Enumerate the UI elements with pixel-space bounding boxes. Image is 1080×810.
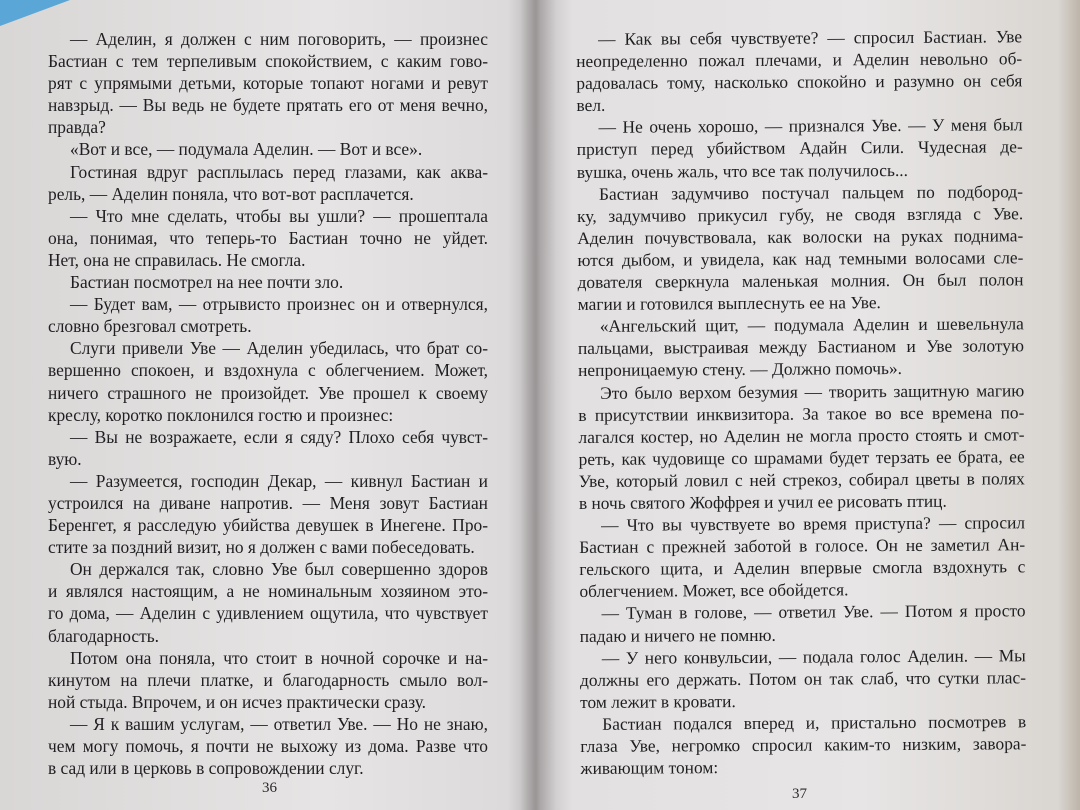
text-line: в сад или в церковь в сопровождении слуг. [48, 758, 364, 779]
left-page-number: 36 [262, 780, 277, 796]
text-line: ку, задумчиво прикусил губу, не сводя взгляда с Уве. [577, 203, 1024, 226]
text-line: том лежит в кровати. [580, 690, 736, 712]
text-line: вушка, очень жаль, что все так получилось... [576, 159, 909, 182]
text-line: реть, как чудовище со шрамами будет терзать ее брата, ее [578, 446, 1025, 469]
right-page-text [576, 25, 1027, 779]
text-line: благодарность. [48, 625, 160, 646]
text-line: падаю и ничего не помню. [579, 624, 776, 646]
text-line: креслу, коротко поклонился гостю и произнес: [48, 404, 394, 425]
text-line: Бастиан подался вперед и, пристально посмотрев в [602, 711, 1027, 734]
text-line: Нет, она не справилась. Не смогла. [48, 249, 306, 270]
text-line: в ночь святого Жоффрея и учил ее рисовать птиц. [578, 490, 947, 513]
text-line: чем могу помочь, я почти не выхожу из дома. Разве что [48, 736, 488, 756]
text-line: «Ангельский щит, — подумала Аделин и шевельнула [599, 313, 1024, 337]
text-line: Слуги привели Уве — Аделин убедилась, что брат со- [70, 338, 488, 359]
text-line: — Туман в голове, — ответил Уве. — Потом я просто [601, 600, 1026, 624]
text-line: ной стыда. Впрочем, и он исчез практически сразу. [48, 691, 427, 712]
text-line: Аделин почувствовала, как волоски на руках поднима- [577, 225, 1024, 248]
text-line: кинутом на плечи платке, и благодарность смыло вол- [48, 669, 488, 690]
text-line: пальцами, выстраивая между Бастианом и Уве золотую [577, 335, 1025, 359]
text-line: радовалась тому, насколько спокойно и разумно он себя [576, 70, 1023, 94]
text-line: в присутствии инквизитора. За такое во все времена по- [578, 401, 1025, 425]
text-line: вую. [48, 448, 82, 469]
text-line: живающим тоном: [580, 757, 719, 779]
text-line: правда? [48, 117, 106, 138]
text-line: Потом она поняла, что стоит в ночной сорочке и на- [70, 647, 488, 668]
text-line: — Вы не возражаете, если я сяду? Плохо себя чувст- [70, 426, 488, 447]
text-line: вершенно спокоен, и вздохнула с облегчением. Может, [48, 360, 488, 381]
text-line: ются дыбом, и увидела, как над темными волосами сле- [577, 247, 1024, 270]
background-corner [0, 0, 70, 26]
text-line: должны его держать. Потом он так слаб, что сутки плас- [579, 666, 1027, 690]
text-line: Беренгет, я расследую убийства девушек в Инегене. Про- [48, 515, 488, 536]
text-line: облегчением. Может, все обойдется. [579, 579, 849, 602]
text-line: навзрыд. — Вы ведь не будете прятать его от меня вечно, [48, 95, 488, 116]
text-line: гельского щита, и Аделин впервые смогла вздохнуть с [579, 556, 1026, 580]
book-gutter [520, 0, 556, 810]
left-page-text [48, 28, 488, 779]
text-line: Бастиан с прежней заботой в голосе. Он не заметил Ан- [579, 534, 1026, 558]
text-line: — Как вы себя чувствуете? — спросил Бастиан. Уве [598, 26, 1023, 49]
text-line: — Что вы чувствуете во время приступа? — спросил [600, 512, 1026, 535]
text-line: магии и готовился выплеснуть ее на Уве. [577, 292, 881, 315]
text-line: — Разумеется, господин Декар, — кивнул Бастиан и [70, 470, 488, 491]
text-line: вел. [576, 95, 606, 116]
text-line: — Не очень хорошо, — признался Уве. — У меня был [598, 114, 1023, 138]
text-line: дователя сверкнула маленькая молния. Он был полон [577, 269, 1024, 293]
text-line: Это было верхом безумия — творить защитную магию [600, 379, 1025, 403]
text-line: — Будет вам, — отрывисто произнес он и отвернулся, [70, 294, 488, 315]
text-line: неопределенно пожал плечами, и Аделин невольно об- [576, 48, 1023, 72]
text-line: рель, — Аделин поняла, что вот-вот расплачется. [48, 183, 414, 204]
page-edge-shadow [1058, 0, 1080, 810]
text-line: Бастиан посмотрел на нее почти зло. [70, 272, 344, 293]
text-line: Гостиная вдруг расплылась перед глазами, как аква- [70, 161, 488, 182]
text-line: — Я к вашим услугам, — ответил Уве. — Но не знаю, [70, 713, 488, 734]
text-line: непроницаемую стену. — Должно помочь». [578, 358, 903, 381]
text-line: рят с упрямыми детьми, которые топают ногами и ревут [48, 73, 488, 94]
text-line: глаза Уве, негромко спросил каким-то низким, завора- [580, 733, 1027, 756]
right-page-number: 37 [792, 786, 807, 802]
text-line: она, понимая, что теперь-то Бастиан точно не уйдет. [48, 227, 488, 248]
text-line: — У него конвульсии, — подала голос Аделин. — Мы [601, 644, 1026, 668]
text-line: Уве, который ловил с ней стрекоз, собирал цветы в полях [578, 468, 1025, 491]
text-line: Бастиан с тем терпеливым спокойствием, с каким гово- [48, 51, 488, 72]
text-line: устроился на диване напротив. — Меня зовут Бастиан [48, 492, 488, 513]
text-line: — Что мне сделать, чтобы вы ушли? — прошептала [70, 205, 488, 226]
text-line: го дома, — Аделин с удивлением ощутила, что чувствует [48, 603, 488, 624]
text-line: стите за поздний визит, но я должен с вами побеседовать. [48, 537, 475, 558]
text-line: «Вот и все, — подумала Аделин. — Вот и все». [70, 139, 423, 160]
text-line: и являлся настоящим, а не номинальным хозяином это- [48, 581, 488, 602]
text-line: Бастиан задумчиво постучал пальцем по подбород- [598, 180, 1024, 204]
text-line: приступ перед убийством Адайн Сили. Чудесная де- [576, 136, 1023, 160]
text-line: Он держался так, словно Уве был совершенно здоров [70, 559, 488, 580]
text-line: словно брезговал смотреть. [48, 316, 252, 337]
text-line: лагался костер, но Аделин не могла просто стоять и смот- [578, 423, 1025, 447]
text-line: — Аделин, я должен с ним поговорить, — произнес [70, 29, 488, 49]
text-line: ничего страшного не произойдет. Уве прошел к своему [48, 382, 488, 403]
